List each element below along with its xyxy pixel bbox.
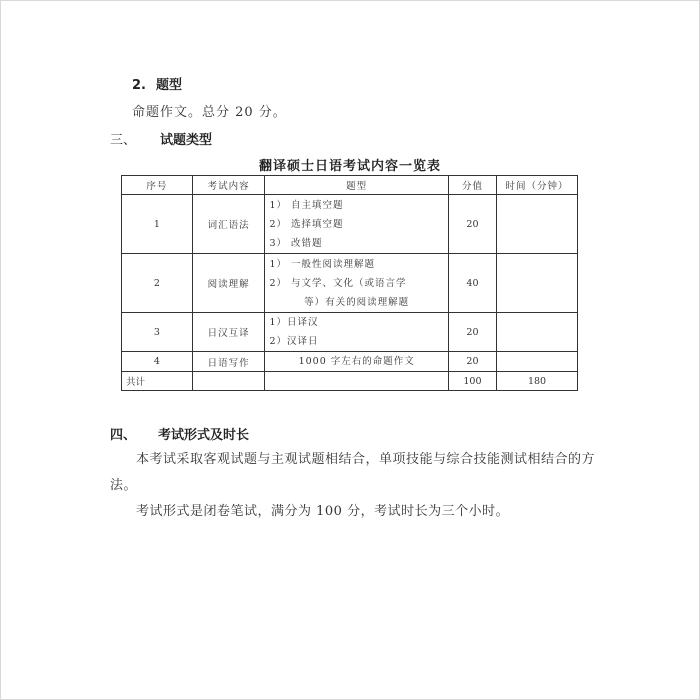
table-row <box>122 352 578 372</box>
row-types <box>265 352 448 372</box>
type-item: 1） 自主填空题 <box>269 199 344 211</box>
row-content: 阅读理解 <box>192 254 265 313</box>
header-content: 考试内容 <box>192 176 265 195</box>
type-item: 1） 一般性阅读理解题 <box>269 258 376 270</box>
section-4-heading <box>110 424 249 443</box>
total-score: 100 <box>448 372 496 391</box>
row-content: 词汇语法 <box>192 195 265 254</box>
row-time <box>497 195 578 254</box>
row-types <box>265 313 448 352</box>
type-item: 2）汉译日 <box>269 336 319 347</box>
header-number: 序号 <box>122 176 193 195</box>
table-total-row <box>122 372 578 391</box>
section-2-text: 命题作文。总分 20 分。 <box>132 105 287 120</box>
table-row <box>122 195 578 254</box>
row-types <box>265 254 448 313</box>
section-3-heading <box>110 129 212 148</box>
type-item: 1）日译汉 <box>269 317 319 328</box>
section-4-title: 考试形式及时长 <box>158 428 250 443</box>
row-score: 20 <box>448 352 496 372</box>
type-item: 3） 改错题 <box>269 237 323 249</box>
row-number: 3 <box>122 313 193 352</box>
total-empty-type <box>265 372 448 391</box>
table-header-row <box>122 176 578 195</box>
section-4-paragraph-2: 考试形式是闭卷笔试，满分为 100 分，考试时长为三个小时。 <box>136 504 510 519</box>
row-time <box>497 254 578 313</box>
header-type: 题型 <box>265 176 448 195</box>
row-number: 4 <box>122 352 193 372</box>
section-2-title: 题型 <box>155 78 182 93</box>
section-3-title: 试题类型 <box>160 133 213 148</box>
section-2-heading <box>132 74 182 93</box>
section-4-number: 四、 <box>110 428 137 443</box>
row-score: 20 <box>448 195 496 254</box>
table-row <box>122 313 578 352</box>
total-time: 180 <box>497 372 578 391</box>
section-4-paragraph-1: 本考试采取客观试题与主观试题相结合，单项技能与综合技能测试相结合的方法。 <box>110 452 596 493</box>
type-item: 1000 字左右的命题作文 <box>298 356 415 367</box>
row-types <box>265 195 448 254</box>
row-content: 日语写作 <box>192 352 265 372</box>
row-content: 日汉互译 <box>192 313 265 352</box>
type-item: 等）有关的阅读理解题 <box>304 296 410 308</box>
row-number: 2 <box>122 254 193 313</box>
table-row <box>122 254 578 313</box>
section-3-number: 三、 <box>110 133 137 148</box>
type-item: 2） 与文学、文化（或语言学 <box>269 277 407 289</box>
row-time <box>497 313 578 352</box>
row-time <box>497 352 578 372</box>
exam-content-table <box>121 175 578 391</box>
type-item: 2） 选择填空题 <box>269 218 344 230</box>
header-time: 时间（分钟） <box>497 176 578 195</box>
total-empty-content <box>192 372 265 391</box>
header-score: 分值 <box>448 176 496 195</box>
table-title: 翻译硕士日语考试内容一览表 <box>258 159 441 174</box>
section-2-number: 2. <box>132 78 146 93</box>
total-label: 共计 <box>122 372 193 391</box>
row-score: 40 <box>448 254 496 313</box>
row-score: 20 <box>448 313 496 352</box>
row-number: 1 <box>122 195 193 254</box>
